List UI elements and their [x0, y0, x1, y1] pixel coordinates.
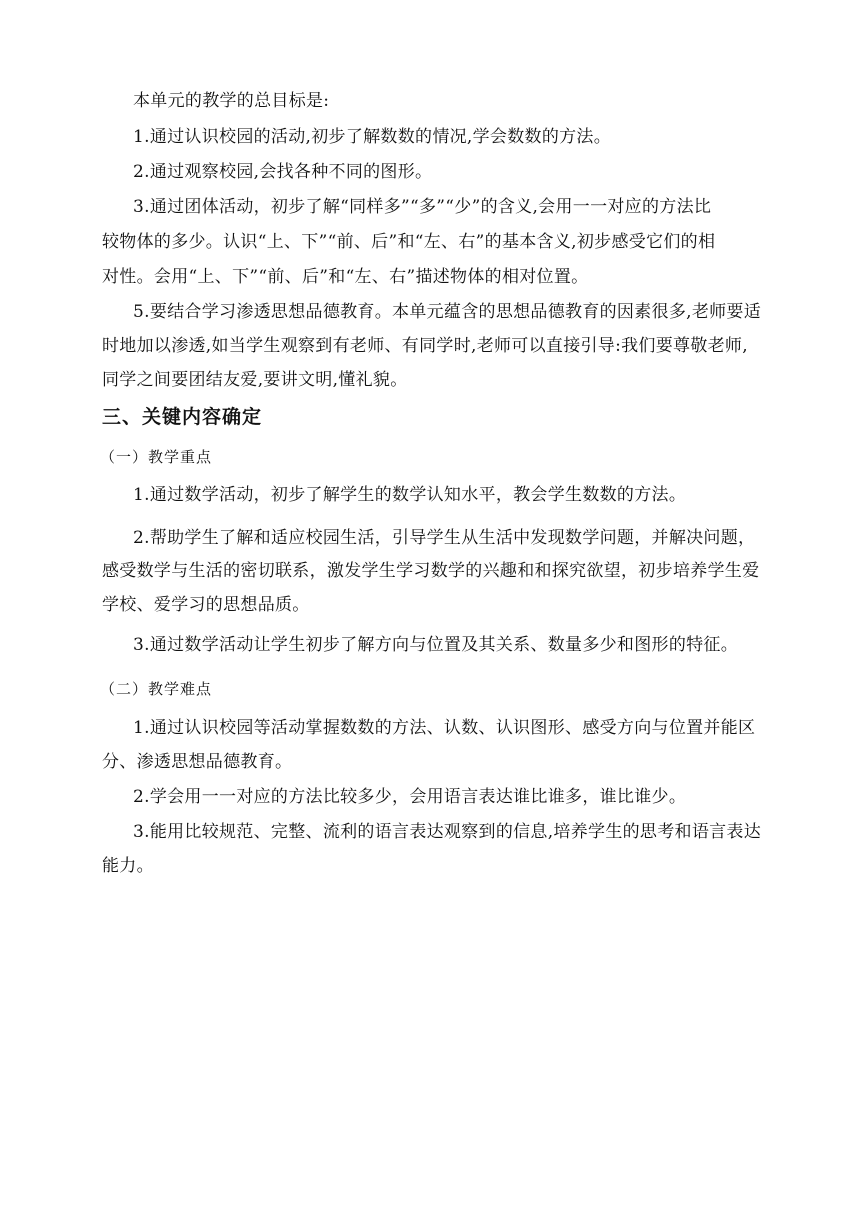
- goals-intro: 本单元的教学的总目标是:: [133, 91, 330, 111]
- difficulty-p3-line-2: 能力。: [102, 856, 154, 876]
- difficulty-p2: 2.学会用一一对应的方法比较多少，会用语言表达谁比谁多，谁比谁少。: [133, 787, 687, 807]
- focus-heading: （一）教学重点: [100, 448, 213, 466]
- difficulty-heading: （二）教学难点: [100, 680, 213, 698]
- difficulty-p1-line-1: 1.通过认识校园等活动掌握数数的方法、认数、认识图形、感受方向与位置并能区: [133, 718, 756, 738]
- difficulty-p3-line-1: 3.能用比较规范、完整、流利的语言表达观察到的信息,培养学生的思考和语言表达: [133, 822, 762, 842]
- focus-p2-line-1: 2.帮助学生了解和适应校园生活，引导学生从生活中发现数学问题，并解决问题，: [133, 528, 756, 548]
- goal-5-line-1: 5.要结合学习渗透思想品德教育。本单元蕴含的思想品德教育的因素很多,老师要适: [133, 302, 762, 322]
- focus-p3: 3.通过数学活动让学生初步了解方向与位置及其关系、数量多少和图形的特征。: [133, 635, 739, 655]
- focus-p2-line-2: 感受数学与生活的密切联系，激发学生学习数学的兴趣和和探究欲望，初步培养学生爱: [102, 561, 760, 581]
- goal-3-line-3: 对性。会用“上、下”“前、后”和“左、右”描述物体的相对位置。: [102, 267, 589, 287]
- section-3-title: 三、关键内容确定: [102, 406, 263, 428]
- goal-3-line-2: 较物体的多少。认识“上、下”“前、后”和“左、右”的基本含义,初步感受它们的相: [102, 232, 716, 252]
- focus-p1: 1.通过数学活动，初步了解学生的数学认知水平，教会学生数数的方法。: [133, 485, 687, 505]
- goal-2: 2.通过观察校园,会找各种不同的图形。: [133, 162, 433, 182]
- focus-p2-line-3: 学校、爱学习的思想品质。: [102, 595, 310, 615]
- goal-3-line-1: 3.通过团体活动，初步了解“同样多”“多”“少”的含义,会用一一对应的方法比: [133, 197, 712, 217]
- difficulty-p1-line-2: 分、渗透思想品德教育。: [102, 752, 293, 772]
- goal-5-line-2: 时地加以渗透,如当学生观察到有老师、有同学时,老师可以直接引导:我们要尊敬老师,: [102, 336, 748, 356]
- goal-5-line-3: 同学之间要团结友爱,要讲文明,懂礼貌。: [102, 370, 408, 390]
- goal-1: 1.通过认识校园的活动,初步了解数数的情况,学会数数的方法。: [133, 127, 612, 147]
